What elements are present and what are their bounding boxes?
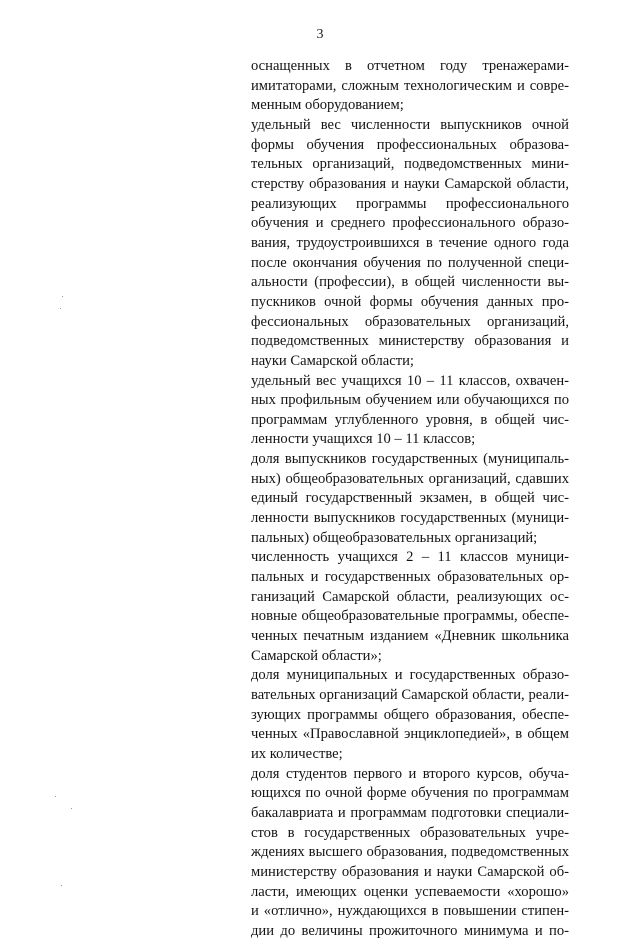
text-line: ласти, имеющих оценки успеваемости «хорошо» — [251, 883, 569, 900]
scan-speck — [61, 885, 62, 886]
scan-speck — [60, 308, 61, 309]
text-line: программам углубленного уровня, в общей чис- — [251, 411, 569, 428]
text-line: вательных организаций Самарской области, реали- — [251, 687, 569, 703]
text-line: вания, трудоустроившихся в течение одного года — [251, 234, 569, 251]
text-line: пальных) общеобразовательных организаций; — [251, 529, 538, 546]
text-line: подведомственных министерству образования и — [251, 333, 569, 350]
text-line: доля студентов первого и второго курсов, обуча- — [251, 765, 569, 782]
scan-speck — [62, 296, 63, 297]
text-line: ченных печатным изданием «Дневник школьника — [251, 628, 569, 645]
text-line: их количестве; — [251, 745, 343, 762]
text-line: реализующих программы профессионального — [251, 195, 569, 212]
text-line: ганизаций Самарской области, реализующих ос- — [251, 588, 569, 605]
text-line: имитаторами, сложным технологическим и совре- — [251, 77, 569, 94]
body-text — [251, 57, 569, 942]
text-line: тельных организаций, подведомственных мини- — [251, 156, 569, 173]
text-line: ленности выпускников государственных (муници- — [251, 510, 569, 527]
text-line: фессиональных образовательных организаций, — [251, 313, 569, 330]
text-line: доля выпускников государственных (муниципаль- — [251, 451, 569, 468]
text-line: формы обучения профессиональных образова- — [251, 136, 569, 153]
text-line: численность учащихся 2 – 11 классов муници- — [251, 549, 569, 566]
text-line: ленности учащихся 10 – 11 классов; — [251, 431, 476, 448]
scan-speck — [55, 796, 56, 797]
text-line: ных) общеобразовательных организаций, сдавших — [251, 470, 569, 487]
text-line: пальных и государственных образовательных ор- — [251, 569, 569, 586]
text-line: менным оборудованием; — [251, 97, 404, 114]
text-line: ных профильным обучением или обучающихся по — [251, 392, 569, 409]
text-line: альности (профессии), в общей численности вы- — [251, 274, 569, 291]
text-line: оснащенных в отчетном году тренажерами- — [251, 58, 569, 74]
text-line: после окончания обучения по полученной специ- — [251, 254, 569, 271]
text-line: единый государственный экзамен, в общей чис- — [251, 490, 569, 507]
text-line: министерству образования и науки Самарской об- — [251, 863, 569, 880]
scan-speck — [71, 808, 72, 809]
text-line: доля муниципальных и государственных образо- — [251, 667, 569, 684]
text-line: дии до величины прожиточного минимума и по- — [251, 922, 569, 939]
text-line: новные общеобразовательные программы, обеспе- — [251, 608, 569, 625]
text-line: пускников очной формы обучения данных про- — [251, 293, 569, 310]
text-line: удельный вес численности выпускников очной — [251, 116, 569, 133]
text-line: Самарской области»; — [251, 647, 382, 664]
text-line: и «отлично», нуждающихся в повышении стипен- — [251, 903, 569, 920]
text-line: ченных «Православной энциклопедией», в общем — [251, 726, 569, 743]
page-number: 3 — [316, 27, 324, 42]
text-line: стов в государственных образовательных учре- — [251, 824, 569, 841]
text-line: стерству образования и науки Самарской области, — [251, 175, 569, 192]
text-line: ждениях высшего образования, подведомственных — [251, 844, 569, 861]
text-line: удельный вес учащихся 10 – 11 классов, охвачен- — [251, 372, 569, 389]
text-line: науки Самарской области; — [251, 352, 414, 369]
text-line: ющихся по очной форме обучения по программам — [251, 785, 569, 802]
text-line: обучения и среднего профессионального образо- — [251, 215, 569, 232]
text-line: зующих программы общего образования, обеспе- — [251, 706, 569, 723]
text-line: бакалавриата и программам подготовки специали- — [251, 804, 569, 821]
